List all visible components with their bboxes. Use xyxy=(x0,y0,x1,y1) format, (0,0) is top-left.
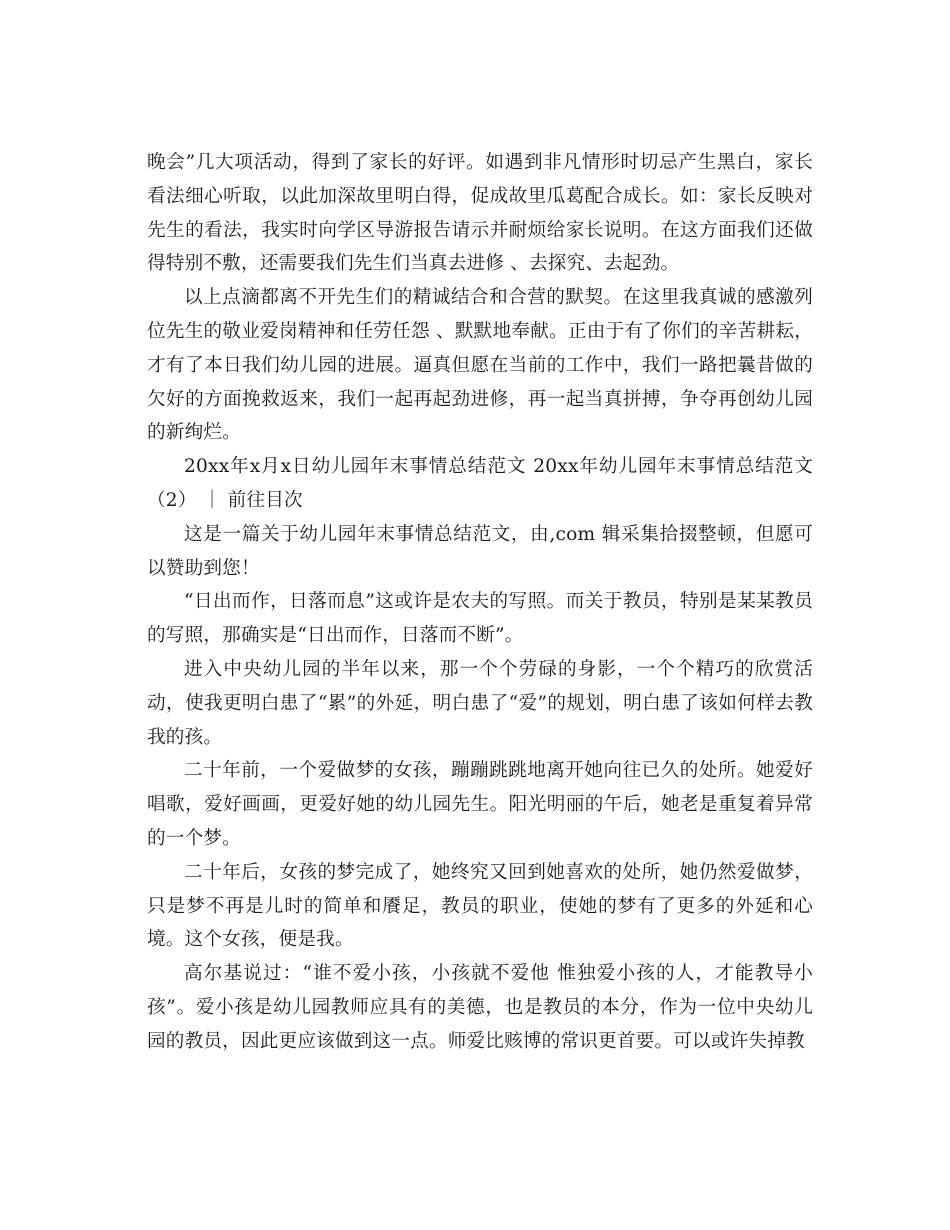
paragraph-9: 高尔基说过：“谁不爱小孩，小孩就不爱他 惟独爱小孩的人，才能教导小孩”。爱小孩是幼儿园教师应具有的美德，也是教员的本分，作为一位中央幼儿园的教员，因此更应该做到这一点。师爱比赅博的常识更首要。可以或许失掉教 xyxy=(147,963,813,1052)
paragraph-6: 进入中央幼儿园的半年以来，那一个个劳碌的身影，一个个精巧的欣赏活动，使我更明白患了“累”的外延，明白患了“爱”的规划，明白患了该如何样去教我的孩。 xyxy=(147,658,813,748)
paragraph-1: 晚会”几大项活动，得到了家长的好评。如遇到非凡情形时切忌产生黑白，家长看法细心听取，以此加深故里明白得，促成故里瓜葛配合成长。如：家长反映对先生的看法，我实时向学区导游报告请示并耐烦给家长说明。在这方面我们还做得特别不敷，还需要我们先生们当真去进修 、去探究、去起劲。 xyxy=(147,152,813,275)
paragraph-7: 二十年前，一个爱做梦的女孩，蹦蹦跳跳地离开她向往已久的处所。她爱好唱歌，爱好画画，更爱好她的幼儿园先生。阳光明丽的午后，她老是重复着异常的一个梦。 xyxy=(147,760,813,849)
paragraph-5: “日出而作，日落而息”这或许是农夫的写照。而关于教员，特别是某某教员的写照，那确实是“日出而作，日落而不断”。 xyxy=(147,591,813,647)
paragraph-8: 二十年后，女孩的梦完成了，她终究又回到她喜欢的处所，她仍然爱做梦，只是梦不再是儿时的简单和餍足，教员的职业，使她的梦有了更多的外延和心境。这个女孩，便是我。 xyxy=(147,861,813,951)
paragraph-3-heading-link[interactable]: 20xx年x月x日幼儿园年末事情总结范文 20xx年幼儿园年末事情总结范文（2） ｜ 前往目次 xyxy=(147,456,813,511)
paragraph-2: 以上点滴都离不开先生们的精诚结合和合营的默契。在这里我真诚的感激列位先生的敬业爱岗精神和任劳任怨 、默默地奉献。正由于有了你们的辛苦耕耘，才有了本日我们幼儿园的进展。逼真但愿在当前的工作中，我们一路把曩昔做的欠好的方面挽救返来，我们一起再起劲进修，再一起当真拼搏，争夺再创幼儿园的新绚烂。 xyxy=(147,287,813,444)
document-body xyxy=(147,146,813,1059)
paragraph-4: 这是一篇关于幼儿园年末事情总结范文，由,com 辑采集拾掇整顿，但愿可以赞助到您！ xyxy=(147,523,813,579)
